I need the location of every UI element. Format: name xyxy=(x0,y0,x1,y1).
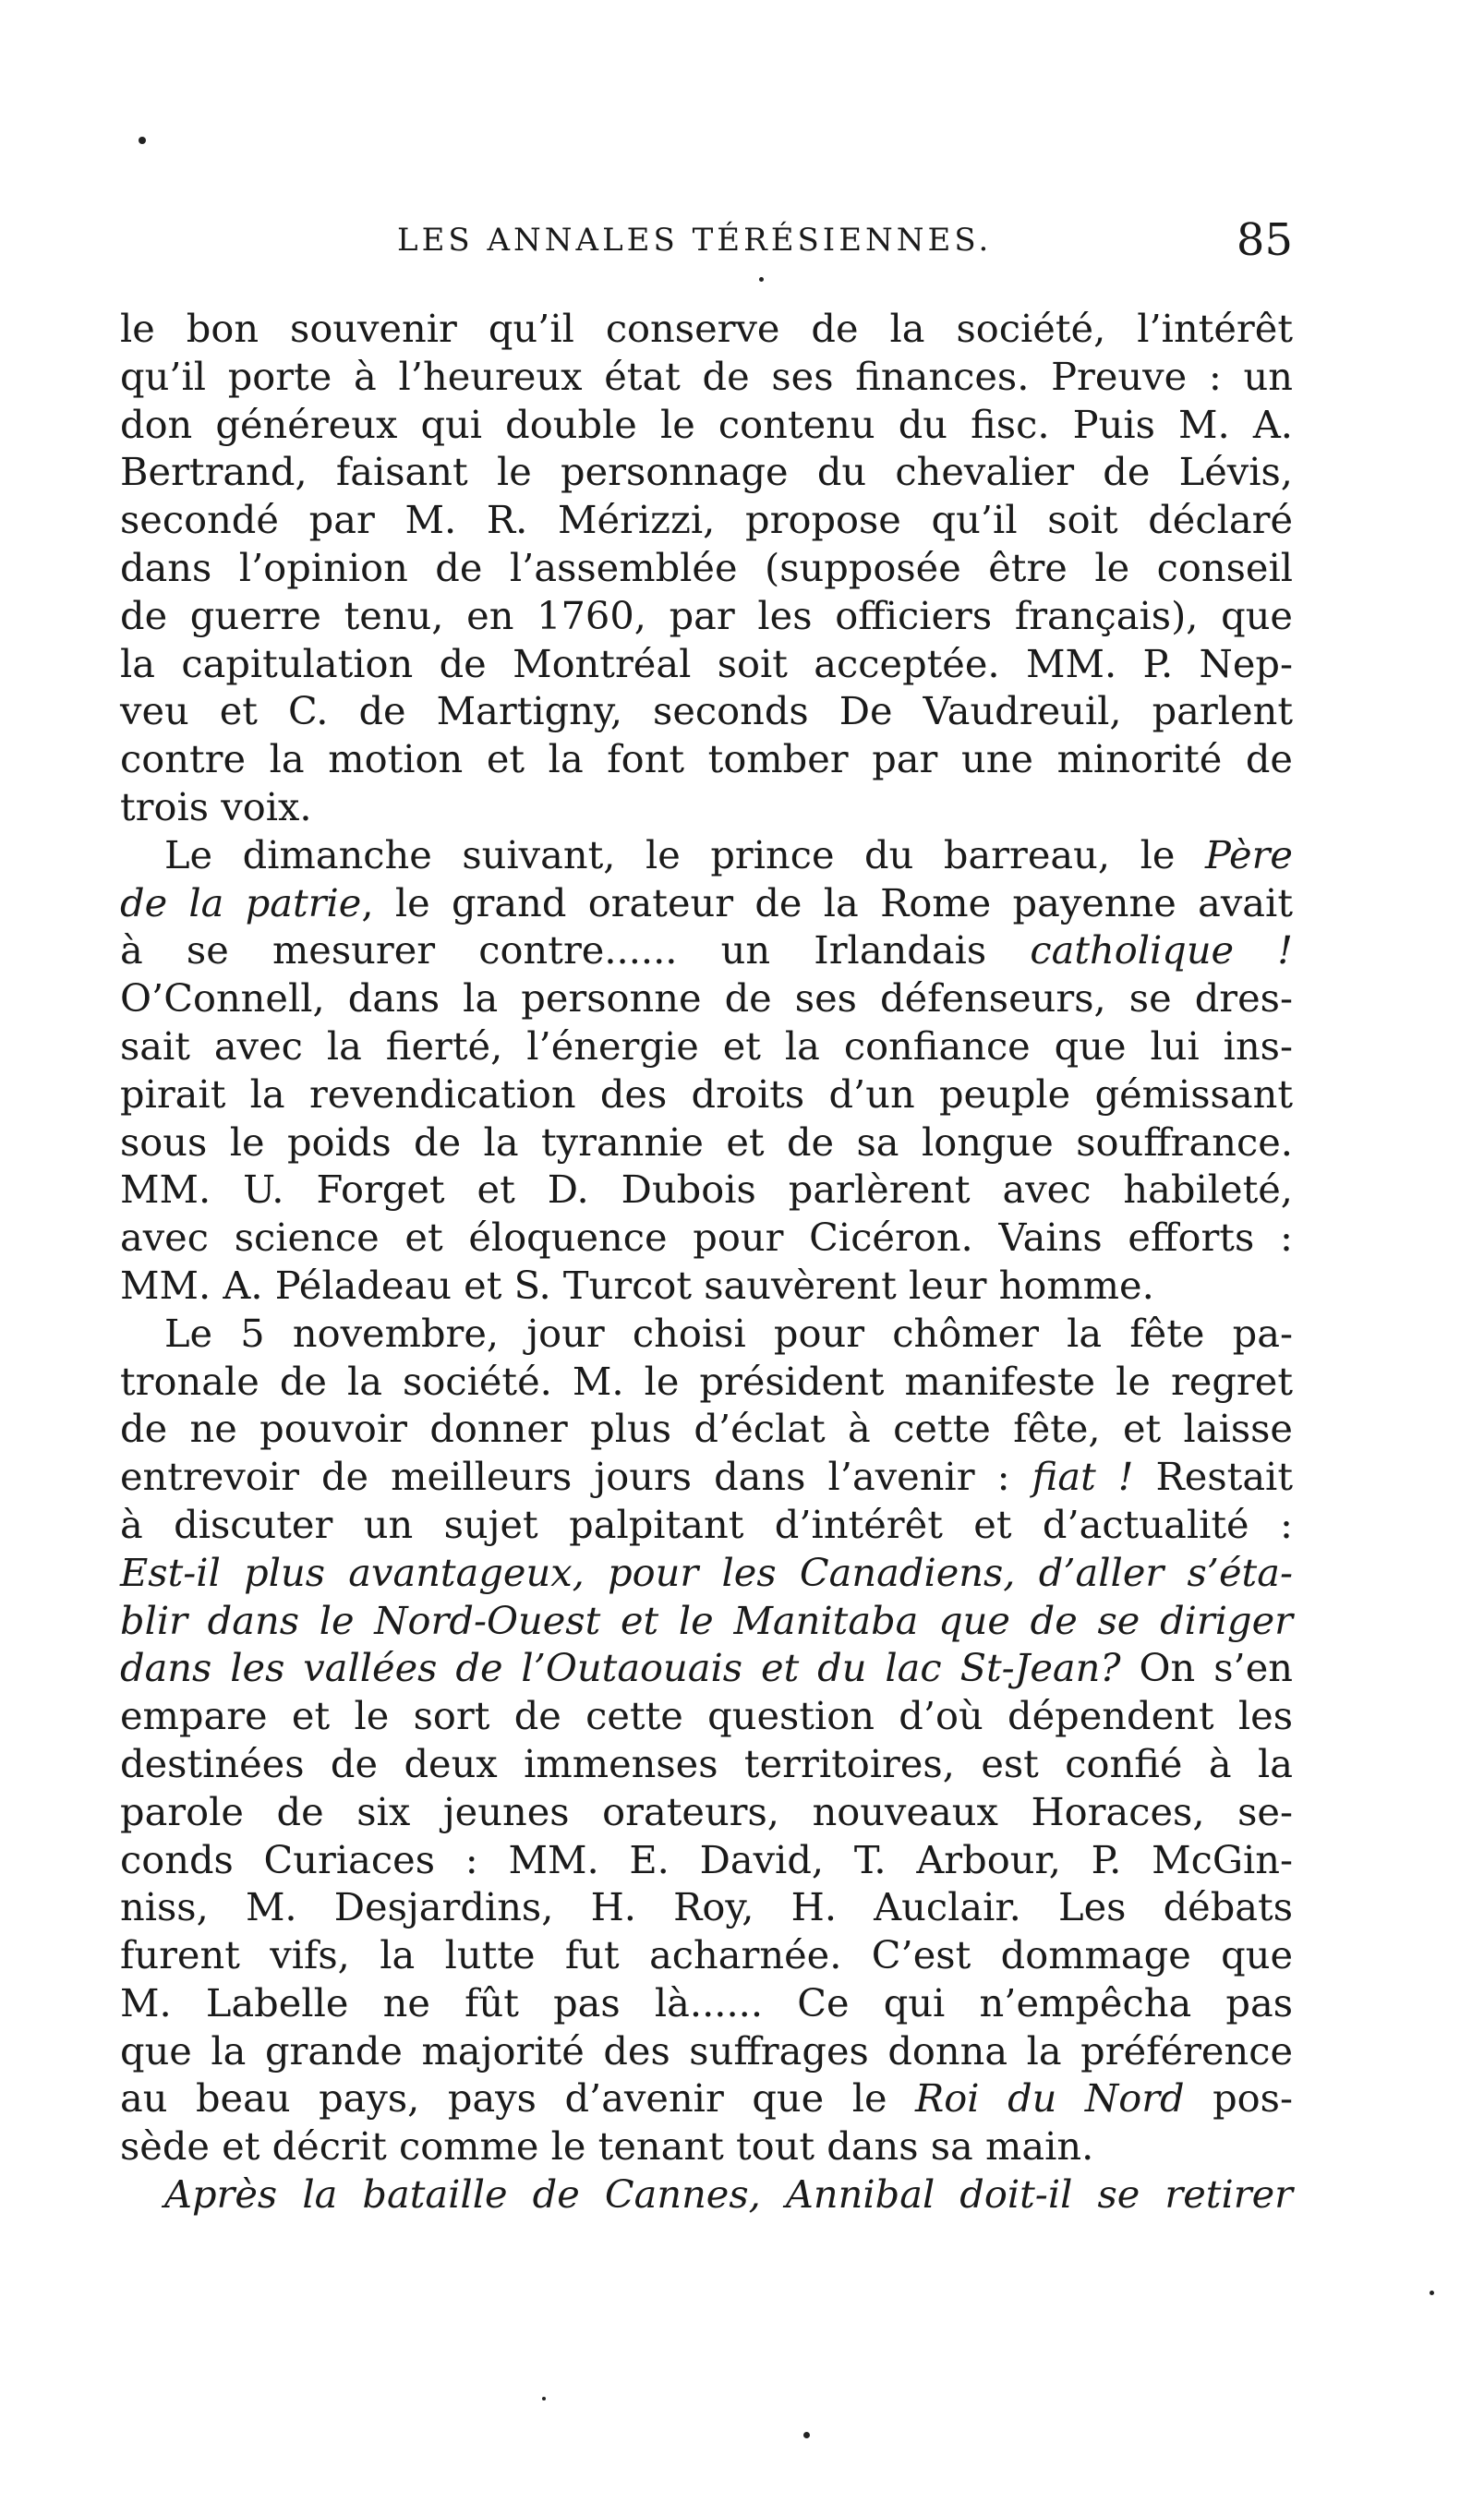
print-speck xyxy=(759,277,764,282)
text-line: empare et le sort de cette question d’où dépendent les xyxy=(120,1693,1293,1739)
text-run: , le grand orateur de la Rome payenne avait xyxy=(361,879,1293,925)
page-number: 85 xyxy=(1236,214,1293,266)
text-line xyxy=(120,2170,1293,2219)
italic-run: fiat ! xyxy=(1032,1454,1134,1500)
print-speck xyxy=(139,137,146,144)
text-line: niss, M. Desjardins, H. Roy, H. Auclair. Les débats xyxy=(120,1884,1293,1930)
text-run: Le dimanche suivant, le prince du barreau, le xyxy=(164,831,1205,877)
print-speck xyxy=(803,2432,810,2438)
text-run: pos- xyxy=(1184,2075,1293,2122)
text-line: don généreux qui double le contenu du fisc. Puis M. A. xyxy=(120,401,1293,447)
text-line: que la grande majorité des suffrages donna la préférence xyxy=(120,2027,1293,2074)
italic-run: Père xyxy=(1204,831,1293,877)
italic-run: catholique ! xyxy=(1030,927,1293,973)
text-line: de guerre tenu, en 1760, par les officiers français), que xyxy=(120,592,1293,638)
text-line: trois voix. xyxy=(120,783,312,829)
text-line: MM. U. Forget et D. Dubois parlèrent avec habileté, xyxy=(120,1167,1293,1213)
text-run: Restait xyxy=(1133,1454,1294,1500)
text-line: M. Labelle ne fût pas là...... Ce qui n’empêcha pas xyxy=(120,1979,1293,2025)
text-line xyxy=(120,1549,1293,1597)
text-line: veu et C. de Martigny, seconds De Vaudreuil, parlent xyxy=(120,688,1293,734)
text-line: de ne pouvoir donner plus d’éclat à cette fête, et laisse xyxy=(120,1406,1293,1452)
text-line: MM. A. Péladeau et S. Turcot sauvèrent leur homme. xyxy=(120,1262,1154,1308)
italic-run: de la patrie xyxy=(120,879,362,925)
text-line xyxy=(120,1453,1293,1501)
italic-run: Après la bataille de Cannes, Annibal doit-il se retirer xyxy=(164,2171,1293,2218)
text-line: la capitulation de Montréal soit acceptée. MM. P. Nep- xyxy=(120,640,1293,686)
text-line: sède et décrit comme le tenant tout dans sa main. xyxy=(120,2123,1094,2170)
text-line: furent vifs, la lutte fut acharnée. C’est dommage que xyxy=(120,1932,1293,1978)
text-line xyxy=(120,879,1293,927)
text-line xyxy=(120,1597,1293,1645)
text-line: Le 5 novembre, jour choisi pour chômer la fête pa- xyxy=(164,1310,1293,1356)
body-text xyxy=(120,305,1293,2219)
text-line: sait avec la fierté, l’énergie et la confiance que lui ins- xyxy=(120,1022,1293,1069)
text-line: à discuter un sujet palpitant d’intérêt et d’actualité : xyxy=(120,1501,1293,1547)
text-line: destinées de deux immenses territoires, est confié à la xyxy=(120,1740,1293,1786)
text-run: au beau pays, pays d’avenir que le xyxy=(120,2075,916,2122)
italic-run: Roi du Nord xyxy=(915,2075,1185,2122)
text-line: avec science et éloquence pour Cicéron. Vains efforts : xyxy=(120,1215,1293,1261)
text-line xyxy=(120,926,1293,974)
text-line xyxy=(120,1644,1293,1692)
text-line: qu’il porte à l’heureux état de ses finances. Preuve : un xyxy=(120,353,1293,399)
text-run: On s’en xyxy=(1120,1645,1293,1691)
text-line: Bertrand, faisant le personnage du chevalier de Lévis, xyxy=(120,449,1293,495)
text-line: contre la motion et la font tomber par une minorité de xyxy=(120,736,1293,782)
text-line: secondé par M. R. Mérizzi, propose qu’il soit déclaré xyxy=(120,497,1293,543)
page-header xyxy=(120,214,1293,277)
italic-run: blir dans le Nord-Ouest et le Manitaba que de se diriger xyxy=(120,1597,1293,1643)
text-line: parole de six jeunes orateurs, nouveaux Horaces, se- xyxy=(120,1788,1293,1834)
print-speck xyxy=(542,2397,546,2400)
text-line xyxy=(120,831,1293,879)
print-speck xyxy=(1430,2291,1434,2295)
running-title: LES ANNALES TÉRÉSIENNES. xyxy=(397,222,993,259)
italic-run: dans les vallées de l’Outaouais et du lac St-Jean? xyxy=(120,1645,1121,1691)
text-line: le bon souvenir qu’il conserve de la société, l’intérêt xyxy=(120,306,1293,351)
text-line: dans l’opinion de l’assemblée (supposée être le conseil xyxy=(120,544,1293,590)
text-line: conds Curiaces : MM. E. David, T. Arbour, P. McGin- xyxy=(120,1836,1293,1882)
italic-run: Est-il plus avantageux, pour les Canadiens, d’aller s’éta- xyxy=(120,1549,1293,1595)
text-line: O’Connell, dans la personne de ses défenseurs, se dres- xyxy=(120,975,1293,1022)
text-run: à se mesurer contre...... un Irlandais xyxy=(120,927,1031,973)
text-line: pirait la revendication des droits d’un peuple gémissant xyxy=(120,1070,1293,1117)
text-run: entrevoir de meilleurs jours dans l’avenir : xyxy=(120,1454,1032,1500)
text-line: tronale de la société. M. le président manifeste le regret xyxy=(120,1358,1293,1404)
text-line: sous le poids de la tyrannie et de sa longue souffrance. xyxy=(120,1118,1293,1165)
text-line xyxy=(120,2074,1293,2122)
